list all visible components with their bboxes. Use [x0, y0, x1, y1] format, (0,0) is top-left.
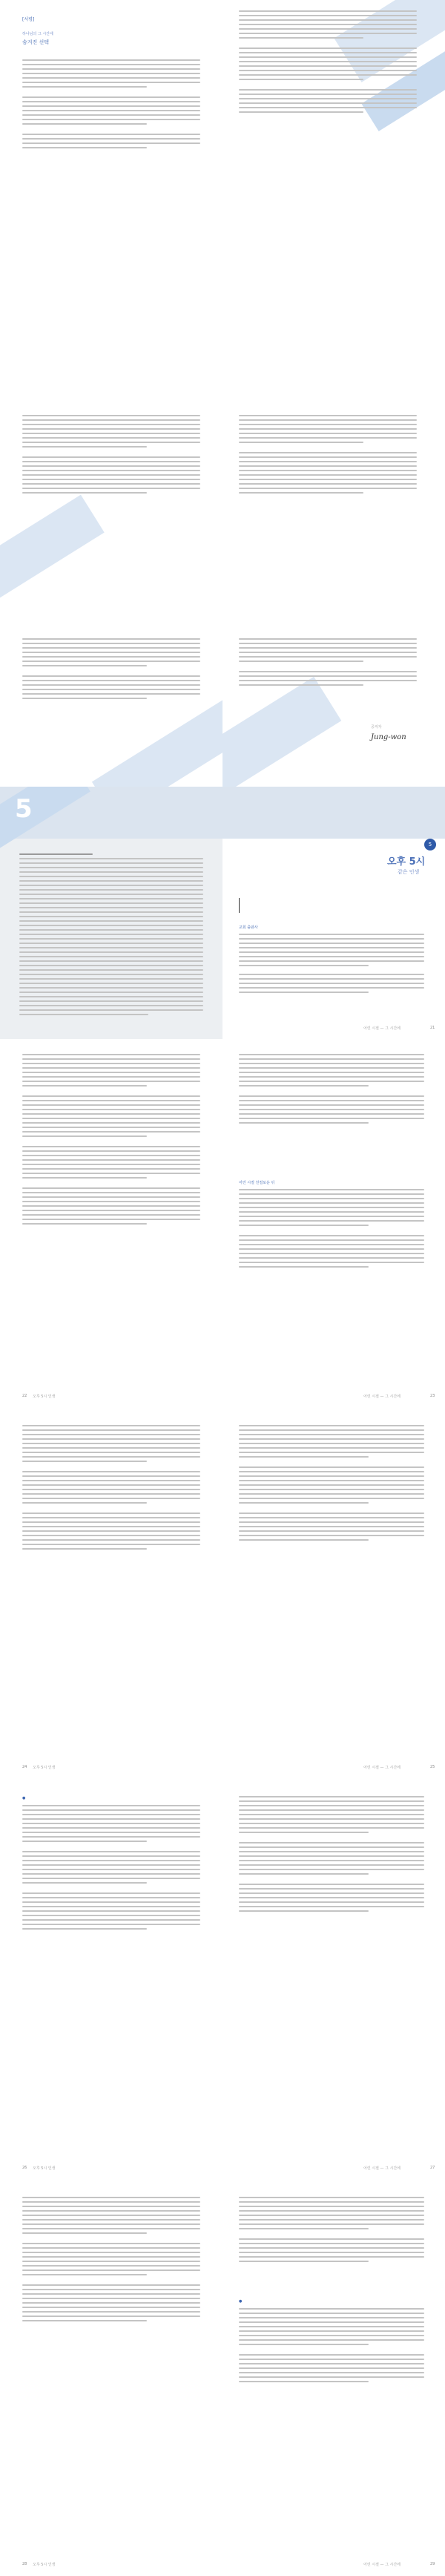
page-number: 23 [430, 1394, 435, 1398]
spread-5 [0, 1039, 445, 1410]
body-text [22, 59, 200, 151]
running-header: 오후 5시 인생 [33, 1766, 56, 1770]
body-text [239, 1796, 424, 1915]
page-number: 21 [430, 1026, 435, 1030]
page-6 [222, 631, 445, 787]
body-text [239, 415, 417, 496]
page-5 [0, 631, 222, 787]
running-footer: 어린 시절 — 그 시간에 [363, 1026, 400, 1031]
running-header: 오후 5시 인생 [33, 2563, 56, 2567]
page-number: 26 [22, 2166, 27, 2170]
page-11 [0, 1410, 222, 1781]
header-tag: [서평] [22, 17, 35, 22]
section-heading: 어린 시절 친절로운 뒤 [239, 1181, 275, 1185]
author-label: 공저자 [371, 725, 382, 730]
page-number: 25 [430, 1765, 435, 1769]
quote-mark [239, 898, 240, 913]
header-title: 숨겨진 선택 [22, 39, 50, 45]
spread-4 [0, 787, 445, 1039]
chapter-subtitle: 같은 인생 [398, 869, 420, 875]
header-subtitle: 하나님의 그 시간에 [22, 32, 53, 36]
intro-text [19, 853, 203, 1018]
section-heading: ● [22, 1796, 26, 1800]
page-number: 24 [22, 1765, 27, 1769]
page-16 [222, 2182, 445, 2576]
chapter-number: 5 [15, 794, 33, 824]
running-footer: 어린 시절 — 그 시간에 [363, 2563, 400, 2567]
page-2 [222, 0, 445, 404]
body-text-2 [239, 1189, 424, 1271]
page-12 [222, 1410, 445, 1781]
decor-stripe [0, 0, 68, 5]
page-9 [0, 1039, 222, 1410]
spread-3 [0, 631, 445, 787]
running-header: 오후 5시 인생 [33, 1394, 56, 1399]
page-number: 28 [22, 2562, 27, 2566]
page-8 [222, 787, 445, 1039]
running-footer: 어린 시절 — 그 시간에 [363, 1766, 400, 1770]
running-header: 오후 5시 인생 [33, 2166, 56, 2171]
running-footer: 어린 시절 — 그 시간에 [363, 2166, 400, 2171]
body-text-2 [239, 2308, 424, 2385]
decor-stripe [0, 495, 105, 612]
body-text [22, 638, 200, 702]
page-3 [0, 404, 222, 631]
page-number: 22 [22, 1394, 27, 1398]
body-text [239, 2197, 424, 2265]
page-10 [222, 1039, 445, 1410]
page-13 [0, 1781, 222, 2182]
body-text [22, 1425, 200, 1553]
body-text [239, 934, 424, 996]
body-text [239, 1054, 424, 1127]
spread-6 [0, 1410, 445, 1781]
body-text [22, 1054, 200, 1228]
decor-stripe [222, 677, 341, 787]
page-1 [0, 0, 222, 404]
running-footer: 어린 시절 — 그 시간에 [363, 1394, 400, 1399]
page-number: 27 [430, 2166, 435, 2170]
author-signature: Jung-won [371, 733, 406, 741]
page-7 [0, 787, 222, 1039]
page-number: 29 [430, 2562, 435, 2566]
intro-heading: 교회 출판사 [239, 925, 258, 930]
spread-8 [0, 2182, 445, 2576]
chapter-title: 오후 5시 [387, 856, 426, 868]
spread-2 [0, 404, 445, 631]
page-14 [222, 1781, 445, 2182]
body-text [239, 10, 417, 116]
page-15 [0, 2182, 222, 2576]
body-text [22, 415, 200, 496]
body-text [22, 2197, 200, 2324]
page-4 [222, 404, 445, 631]
section-heading: ● [239, 2299, 243, 2304]
chapter-band [222, 787, 445, 839]
chapter-badge: 5 [424, 839, 436, 851]
body-text [22, 1805, 200, 1933]
body-text [239, 638, 417, 689]
body-text [239, 1425, 424, 1544]
spread-1 [0, 0, 445, 404]
spread-7 [0, 1781, 445, 2182]
